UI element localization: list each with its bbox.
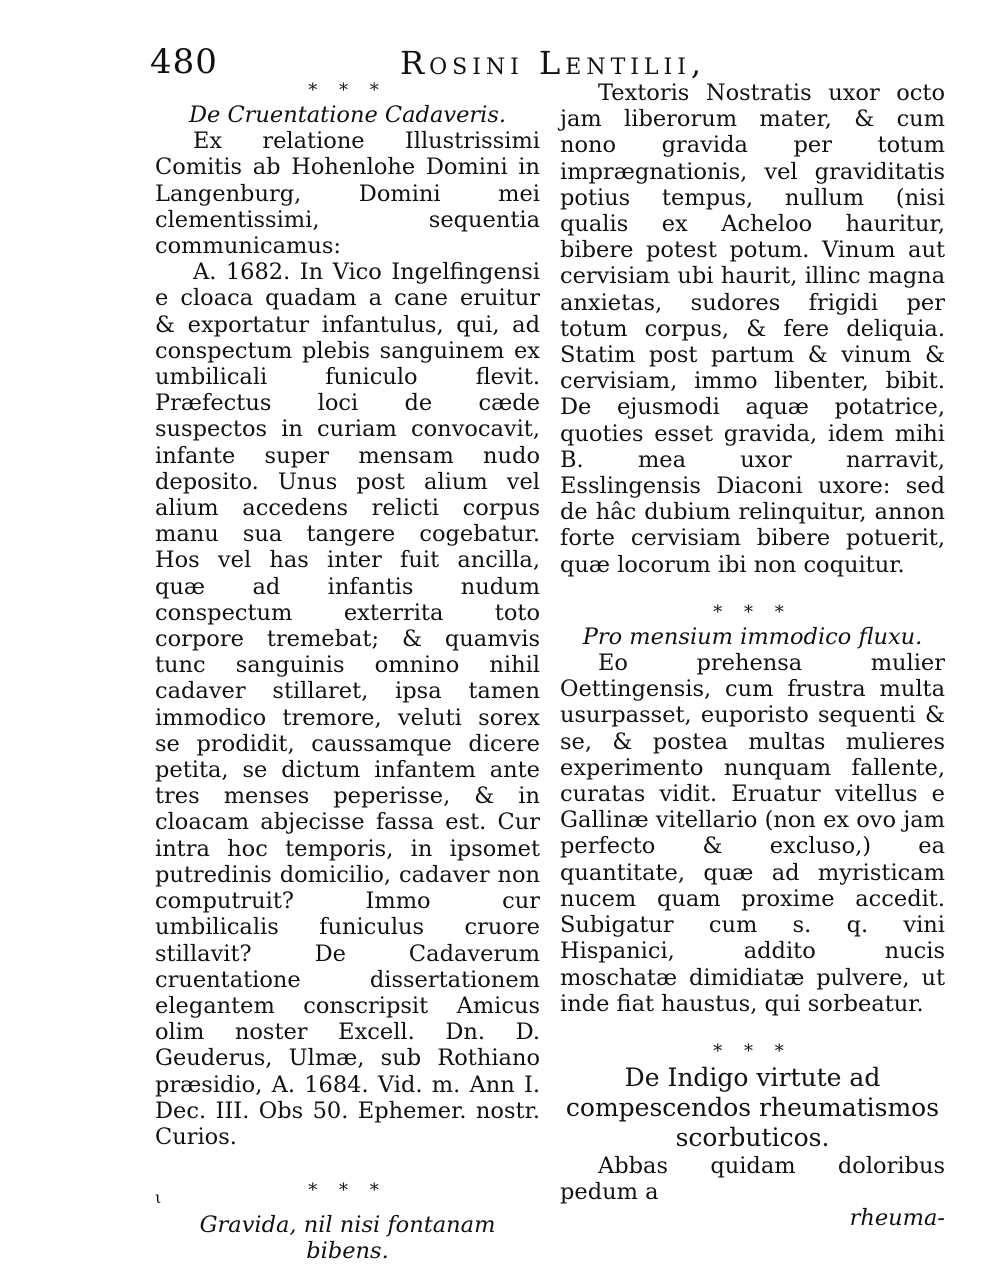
running-head: Rosini Lentilii, xyxy=(400,44,707,82)
paragraph: Abbas quidam doloribus pedum a xyxy=(560,1152,945,1206)
paragraph: Eo prehensa mulier Oettingensis, cum frustra multa usurpasset, euporisto sequenti & se, & postea multas mulieres experimento nunquam fallente, curatas vidit. Eruatur vitellus e Gallinæ vitellario (non ex ovo jam perfecto & excluso,) ea quantitate, quæ ad myristicam nucem quam proxime accedit. Subigatur cum s. q. vini Hispanici, addito nucis moschatæ dimidiatæ pulvere, ut inde fiat haustus, qui sorbeatur. xyxy=(560,650,945,1017)
right-column xyxy=(560,80,945,1232)
section-ornament: * * * xyxy=(713,1040,792,1062)
catchword: rheuma- xyxy=(849,1205,945,1232)
section-ornament: * * * xyxy=(308,1180,387,1202)
paragraph: Ex relatione Illustrissimi Comitis ab Hohenlohe Domini in Langenburg, Domini mei clementissimi, sequentia communicamus: xyxy=(155,128,540,260)
margin-mark: ι xyxy=(155,1188,162,1207)
left-column xyxy=(155,80,540,1265)
section-heading: De Cruentatione Cadaveris. xyxy=(188,102,507,128)
page-number: 480 xyxy=(150,42,218,82)
section-ornament: * * * xyxy=(713,601,792,623)
paragraph: A. 1682. In Vico Ingelfingensi e cloaca quadam a cane eruitur & exportatur infantulus, qui, ad conspectum plebis sanguinem ex umbilicali funiculo flevit. Præfectus loci de cæde suspectos in curiam convocavit, infante super mensam nudo deposito. Unus post alium vel alium accedens relicti corpus manu sua tangere cogebatur. Hos vel has inter fuit ancilla, quæ ad infantis nudum conspectum exterrita toto corpore tremebat; & quamvis tunc sanguinis omnino nihil cadaver stillaret, ipsa tamen immodico tremore, veluti sorex se prodidit, caussamque dicere petita, se dictum infantem ante tres menses peperisse, & in cloacam abjecisse fassa est. Cur intra hoc temporis, in ipsomet putredinis domicilio, cadaver non computruit? Immo cur umbilicalis funiculus cruore stillavit? De Cadaverum cruentatione dissertationem elegantem conscripsit Amicus olim noster Excell. Dn. D. Geuderus, Ulmæ, sub Rothiano præsidio, A. 1684. Vid. m. Ann I. Dec. III. Obs 50. Ephemer. nostr. Curios. xyxy=(155,259,540,1150)
section-heading: Pro mensium immodico fluxu. xyxy=(582,623,923,650)
paragraph: Textoris Nostratis uxor octo jam liberorum mater, & cum nono gravida per totum imprægnationis, vel graviditatis potius tempus, nullum (nisi qualis ex Acheloo hauritur, bibere potest potum. Vinum aut cervisiam ubi haurit, illinc magna anxietas, sudores frigidi per totum corpus, & fere deliquia. Statim post partum & vinum & cervisiam, immo libenter, bibit. De ejusmodi aquæ potatrice, quoties esset gravida, idem mihi B. mea uxor narravit, Esslingensis Diaconi uxore: sed de hâc dubium relinquitur, annon forte cervisiam bibere potuerit, quæ locorum ibi non coquitur. xyxy=(560,80,945,578)
section-heading: De Indigo virtute ad compescendos rheumatismos scorbuticos. xyxy=(565,1062,940,1152)
section-ornament: * * * xyxy=(308,80,387,101)
section-heading: Gravida, nil nisi fontanam bibens. xyxy=(199,1212,496,1265)
